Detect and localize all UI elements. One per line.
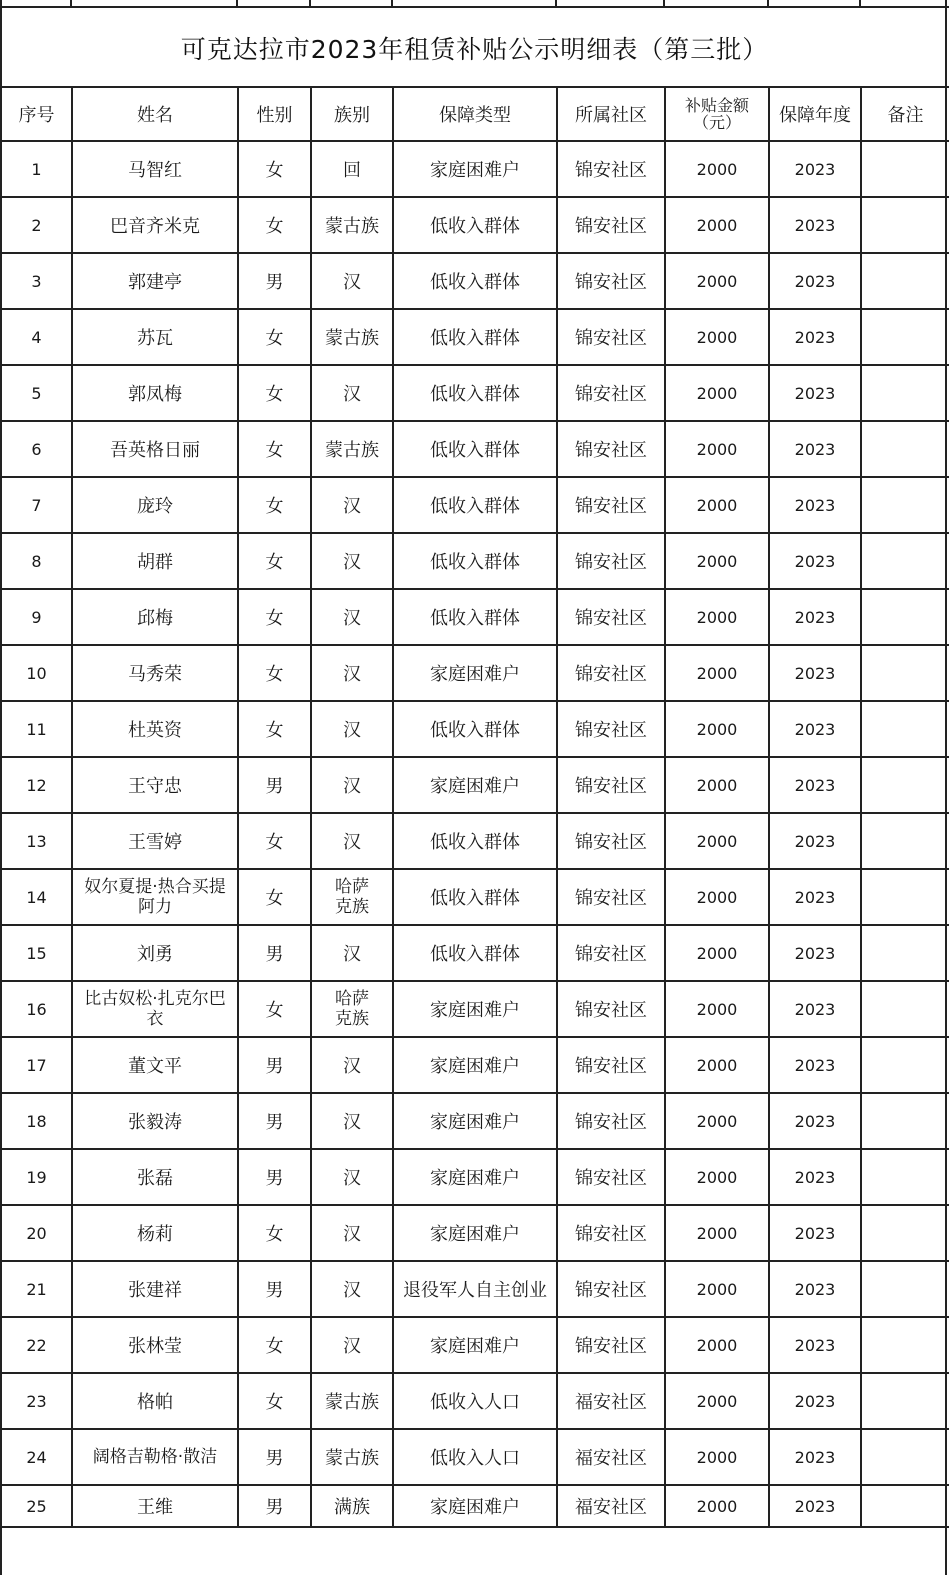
cell-note [861, 1149, 949, 1205]
table-row [1, 757, 949, 813]
cell-year: 2023 [769, 757, 861, 813]
cell-gender: 男 [238, 925, 311, 981]
table-row [1, 981, 949, 1037]
cell-no: 17 [1, 1037, 72, 1093]
cell-community: 锦安社区 [557, 869, 665, 925]
cell-ethnicity: 蒙古族 [311, 1373, 393, 1429]
table-row [1, 309, 949, 365]
cell-year: 2023 [769, 925, 861, 981]
cell-name: 奴尔夏提·热合买提阿力 [72, 869, 238, 925]
cell-note [861, 309, 949, 365]
cell-community: 锦安社区 [557, 1149, 665, 1205]
cell-gender: 女 [238, 813, 311, 869]
cell-year: 2023 [769, 1261, 861, 1317]
cell-amount: 2000 [665, 757, 769, 813]
cell-no: 24 [1, 1429, 72, 1485]
cell-ethnicity: 汉 [311, 1093, 393, 1149]
cell-type: 低收入群体 [393, 869, 557, 925]
cell-year: 2023 [769, 1317, 861, 1373]
table-row [1, 1485, 949, 1527]
cell-year: 2023 [769, 701, 861, 757]
table-row [1, 477, 949, 533]
cell-ethnicity: 汉 [311, 253, 393, 309]
cell-type: 低收入群体 [393, 421, 557, 477]
cell-gender: 女 [238, 309, 311, 365]
cell-amount: 2000 [665, 925, 769, 981]
cell-ethnicity: 汉 [311, 813, 393, 869]
cell-type: 低收入群体 [393, 197, 557, 253]
table-row [1, 1205, 949, 1261]
cell-note [861, 1037, 949, 1093]
table-row [1, 925, 949, 981]
cell-community: 锦安社区 [557, 533, 665, 589]
cell-amount: 2000 [665, 1261, 769, 1317]
cell-name: 郭建亭 [72, 253, 238, 309]
cell-type: 退役军人自主创业 [393, 1261, 557, 1317]
table-row [1, 1373, 949, 1429]
cell-name: 杨莉 [72, 1205, 238, 1261]
cell-ethnicity: 汉 [311, 589, 393, 645]
header-row [1, 87, 949, 141]
cell-no: 11 [1, 701, 72, 757]
cell-ethnicity: 蒙古族 [311, 309, 393, 365]
cell-community: 锦安社区 [557, 981, 665, 1037]
cell-name: 吾英格日丽 [72, 421, 238, 477]
cell-name: 苏瓦 [72, 309, 238, 365]
cell-gender: 女 [238, 869, 311, 925]
cell-ethnicity: 汉 [311, 1317, 393, 1373]
cell-type: 家庭困难户 [393, 1093, 557, 1149]
col-header-amount: 补贴金额（元） [665, 87, 769, 141]
cell-year: 2023 [769, 197, 861, 253]
cell-note [861, 1261, 949, 1317]
table-row [1, 1261, 949, 1317]
cell-no: 18 [1, 1093, 72, 1149]
cell-amount: 2000 [665, 477, 769, 533]
table-row [1, 813, 949, 869]
cell-amount: 2000 [665, 197, 769, 253]
cell-ethnicity: 汉 [311, 1037, 393, 1093]
cell-note [861, 645, 949, 701]
cell-name: 张磊 [72, 1149, 238, 1205]
cell-note [861, 925, 949, 981]
cell-gender: 女 [238, 981, 311, 1037]
col-header-ethnicity: 族别 [311, 87, 393, 141]
cell-ethnicity: 蒙古族 [311, 197, 393, 253]
cell-name: 王守忠 [72, 757, 238, 813]
cell-name: 马智红 [72, 141, 238, 197]
cell-amount: 2000 [665, 1093, 769, 1149]
table-row [1, 589, 949, 645]
cell-name: 比古奴松·扎克尔巴衣 [72, 981, 238, 1037]
col-header-gender: 性别 [238, 87, 311, 141]
cell-type: 低收入群体 [393, 813, 557, 869]
cell-year: 2023 [769, 813, 861, 869]
cell-ethnicity: 蒙古族 [311, 421, 393, 477]
table-row [1, 141, 949, 197]
cell-no: 23 [1, 1373, 72, 1429]
cell-type: 家庭困难户 [393, 1205, 557, 1261]
cell-community: 锦安社区 [557, 1205, 665, 1261]
cell-year: 2023 [769, 253, 861, 309]
cell-type: 低收入群体 [393, 701, 557, 757]
cell-year: 2023 [769, 1149, 861, 1205]
cell-type: 低收入人口 [393, 1429, 557, 1485]
cell-community: 锦安社区 [557, 1093, 665, 1149]
cell-gender: 女 [238, 421, 311, 477]
cell-note [861, 1373, 949, 1429]
cell-no: 4 [1, 309, 72, 365]
cell-gender: 女 [238, 365, 311, 421]
cell-note [861, 365, 949, 421]
cell-name: 庞玲 [72, 477, 238, 533]
table-row [1, 869, 949, 925]
cell-gender: 女 [238, 1317, 311, 1373]
table-row [1, 1093, 949, 1149]
cell-no: 1 [1, 141, 72, 197]
cell-name: 格帕 [72, 1373, 238, 1429]
cell-name: 张建祥 [72, 1261, 238, 1317]
cell-year: 2023 [769, 645, 861, 701]
cell-type: 低收入群体 [393, 365, 557, 421]
cell-community: 锦安社区 [557, 701, 665, 757]
cell-note [861, 1093, 949, 1149]
cell-gender: 女 [238, 533, 311, 589]
cell-year: 2023 [769, 477, 861, 533]
cell-type: 家庭困难户 [393, 141, 557, 197]
table-row [1, 701, 949, 757]
cell-amount: 2000 [665, 533, 769, 589]
cell-ethnicity: 蒙古族 [311, 1429, 393, 1485]
cell-name: 阔格吉勒格·散洁 [72, 1429, 238, 1485]
cell-ethnicity: 汉 [311, 1261, 393, 1317]
cell-type: 家庭困难户 [393, 1149, 557, 1205]
cell-amount: 2000 [665, 1373, 769, 1429]
cell-no: 5 [1, 365, 72, 421]
cell-ethnicity: 汉 [311, 645, 393, 701]
cell-note [861, 701, 949, 757]
cell-no: 22 [1, 1317, 72, 1373]
cell-no: 16 [1, 981, 72, 1037]
cell-community: 锦安社区 [557, 645, 665, 701]
cell-amount: 2000 [665, 1205, 769, 1261]
cell-gender: 男 [238, 757, 311, 813]
col-header-note: 备注 [861, 87, 949, 141]
cell-ethnicity: 汉 [311, 757, 393, 813]
cell-note [861, 1205, 949, 1261]
cell-community: 福安社区 [557, 1429, 665, 1485]
cell-no: 3 [1, 253, 72, 309]
cell-type: 家庭困难户 [393, 757, 557, 813]
table-row [1, 645, 949, 701]
cell-no: 6 [1, 421, 72, 477]
cell-community: 锦安社区 [557, 813, 665, 869]
cell-note [861, 1429, 949, 1485]
cell-type: 低收入群体 [393, 589, 557, 645]
col-header-community: 所属社区 [557, 87, 665, 141]
cell-no: 15 [1, 925, 72, 981]
cell-note [861, 141, 949, 197]
cell-no: 19 [1, 1149, 72, 1205]
table-row [1, 197, 949, 253]
cell-ethnicity: 汉 [311, 533, 393, 589]
cell-type: 低收入人口 [393, 1373, 557, 1429]
cell-name: 董文平 [72, 1037, 238, 1093]
cell-year: 2023 [769, 1093, 861, 1149]
cell-gender: 女 [238, 1205, 311, 1261]
cell-name: 张林莹 [72, 1317, 238, 1373]
cell-type: 低收入群体 [393, 925, 557, 981]
cell-note [861, 533, 949, 589]
cell-type: 家庭困难户 [393, 645, 557, 701]
cell-ethnicity: 汉 [311, 925, 393, 981]
cell-name: 邱梅 [72, 589, 238, 645]
cell-no: 7 [1, 477, 72, 533]
cell-community: 锦安社区 [557, 197, 665, 253]
cell-ethnicity: 汉 [311, 477, 393, 533]
cell-year: 2023 [769, 1205, 861, 1261]
cell-community: 锦安社区 [557, 365, 665, 421]
cell-gender: 男 [238, 253, 311, 309]
cell-amount: 2000 [665, 869, 769, 925]
cell-community: 锦安社区 [557, 309, 665, 365]
cell-amount: 2000 [665, 1037, 769, 1093]
cell-amount: 2000 [665, 421, 769, 477]
cell-no: 20 [1, 1205, 72, 1261]
cell-type: 家庭困难户 [393, 1485, 557, 1527]
cell-name: 胡群 [72, 533, 238, 589]
cell-name: 王雪婷 [72, 813, 238, 869]
cell-year: 2023 [769, 141, 861, 197]
cell-no: 14 [1, 869, 72, 925]
cell-community: 锦安社区 [557, 1037, 665, 1093]
cell-no: 25 [1, 1485, 72, 1527]
cell-type: 低收入群体 [393, 309, 557, 365]
cell-name: 王维 [72, 1485, 238, 1527]
cell-note [861, 981, 949, 1037]
cell-name: 马秀荣 [72, 645, 238, 701]
cell-note [861, 197, 949, 253]
table-row [1, 1317, 949, 1373]
cell-amount: 2000 [665, 309, 769, 365]
cell-ethnicity: 汉 [311, 1149, 393, 1205]
cell-note [861, 477, 949, 533]
cell-amount: 2000 [665, 365, 769, 421]
cell-community: 锦安社区 [557, 1261, 665, 1317]
cell-gender: 女 [238, 645, 311, 701]
cell-ethnicity: 汉 [311, 365, 393, 421]
cell-note [861, 1485, 949, 1527]
cell-name: 刘勇 [72, 925, 238, 981]
cell-note [861, 813, 949, 869]
cell-no: 8 [1, 533, 72, 589]
cell-gender: 女 [238, 477, 311, 533]
cell-gender: 男 [238, 1485, 311, 1527]
cell-type: 家庭困难户 [393, 1317, 557, 1373]
col-header-type: 保障类型 [393, 87, 557, 141]
cell-name: 郭凤梅 [72, 365, 238, 421]
cell-community: 锦安社区 [557, 477, 665, 533]
cell-note [861, 421, 949, 477]
cell-community: 锦安社区 [557, 421, 665, 477]
cell-year: 2023 [769, 981, 861, 1037]
cell-year: 2023 [769, 309, 861, 365]
cell-year: 2023 [769, 589, 861, 645]
cell-year: 2023 [769, 1373, 861, 1429]
cell-year: 2023 [769, 1429, 861, 1485]
cell-type: 低收入群体 [393, 253, 557, 309]
col-header-name: 姓名 [72, 87, 238, 141]
cell-community: 锦安社区 [557, 253, 665, 309]
cell-ethnicity: 汉 [311, 701, 393, 757]
cell-note [861, 757, 949, 813]
col-header-no: 序号 [1, 87, 72, 141]
cell-ethnicity: 汉 [311, 1205, 393, 1261]
cell-name: 张毅涛 [72, 1093, 238, 1149]
cell-ethnicity: 回 [311, 141, 393, 197]
col-header-year: 保障年度 [769, 87, 861, 141]
cell-year: 2023 [769, 533, 861, 589]
page-title: 可克达拉市2023年租赁补贴公示明细表（第三批） [0, 6, 949, 88]
cell-no: 9 [1, 589, 72, 645]
table-row [1, 1037, 949, 1093]
cell-type: 家庭困难户 [393, 981, 557, 1037]
cell-type: 低收入群体 [393, 477, 557, 533]
cell-amount: 2000 [665, 1149, 769, 1205]
cell-amount: 2000 [665, 645, 769, 701]
cell-year: 2023 [769, 365, 861, 421]
cell-amount: 2000 [665, 1317, 769, 1373]
table-body [1, 141, 949, 1527]
cell-ethnicity: 满族 [311, 1485, 393, 1527]
cell-community: 福安社区 [557, 1485, 665, 1527]
cell-no: 12 [1, 757, 72, 813]
cell-no: 13 [1, 813, 72, 869]
cell-amount: 2000 [665, 701, 769, 757]
cell-amount: 2000 [665, 253, 769, 309]
cell-ethnicity: 哈萨克族 [311, 981, 393, 1037]
cell-community: 锦安社区 [557, 589, 665, 645]
cell-community: 锦安社区 [557, 757, 665, 813]
cell-gender: 男 [238, 1149, 311, 1205]
cell-amount: 2000 [665, 981, 769, 1037]
cell-gender: 男 [238, 1037, 311, 1093]
cell-note [861, 869, 949, 925]
cell-gender: 女 [238, 589, 311, 645]
table-row [1, 253, 949, 309]
cell-amount: 2000 [665, 141, 769, 197]
cell-community: 锦安社区 [557, 1317, 665, 1373]
cell-name: 杜英资 [72, 701, 238, 757]
table-row [1, 1429, 949, 1485]
cell-type: 低收入群体 [393, 533, 557, 589]
cell-ethnicity: 哈萨克族 [311, 869, 393, 925]
cell-community: 福安社区 [557, 1373, 665, 1429]
cell-amount: 2000 [665, 1429, 769, 1485]
cell-no: 10 [1, 645, 72, 701]
cell-community: 锦安社区 [557, 141, 665, 197]
cell-gender: 女 [238, 1373, 311, 1429]
subsidy-table [0, 86, 949, 1528]
cell-community: 锦安社区 [557, 925, 665, 981]
cell-gender: 男 [238, 1093, 311, 1149]
cell-gender: 男 [238, 1429, 311, 1485]
cell-note [861, 253, 949, 309]
cell-gender: 女 [238, 197, 311, 253]
cell-year: 2023 [769, 1485, 861, 1527]
table-row [1, 421, 949, 477]
cell-name: 巴音齐米克 [72, 197, 238, 253]
table-row [1, 533, 949, 589]
cell-no: 21 [1, 1261, 72, 1317]
cell-year: 2023 [769, 421, 861, 477]
cell-gender: 女 [238, 701, 311, 757]
cell-year: 2023 [769, 869, 861, 925]
cell-amount: 2000 [665, 1485, 769, 1527]
cell-note [861, 589, 949, 645]
cell-note [861, 1317, 949, 1373]
cell-year: 2023 [769, 1037, 861, 1093]
cell-amount: 2000 [665, 589, 769, 645]
table-row [1, 1149, 949, 1205]
cell-no: 2 [1, 197, 72, 253]
cell-gender: 男 [238, 1261, 311, 1317]
cell-gender: 女 [238, 141, 311, 197]
table-row [1, 365, 949, 421]
cell-amount: 2000 [665, 813, 769, 869]
cell-type: 家庭困难户 [393, 1037, 557, 1093]
